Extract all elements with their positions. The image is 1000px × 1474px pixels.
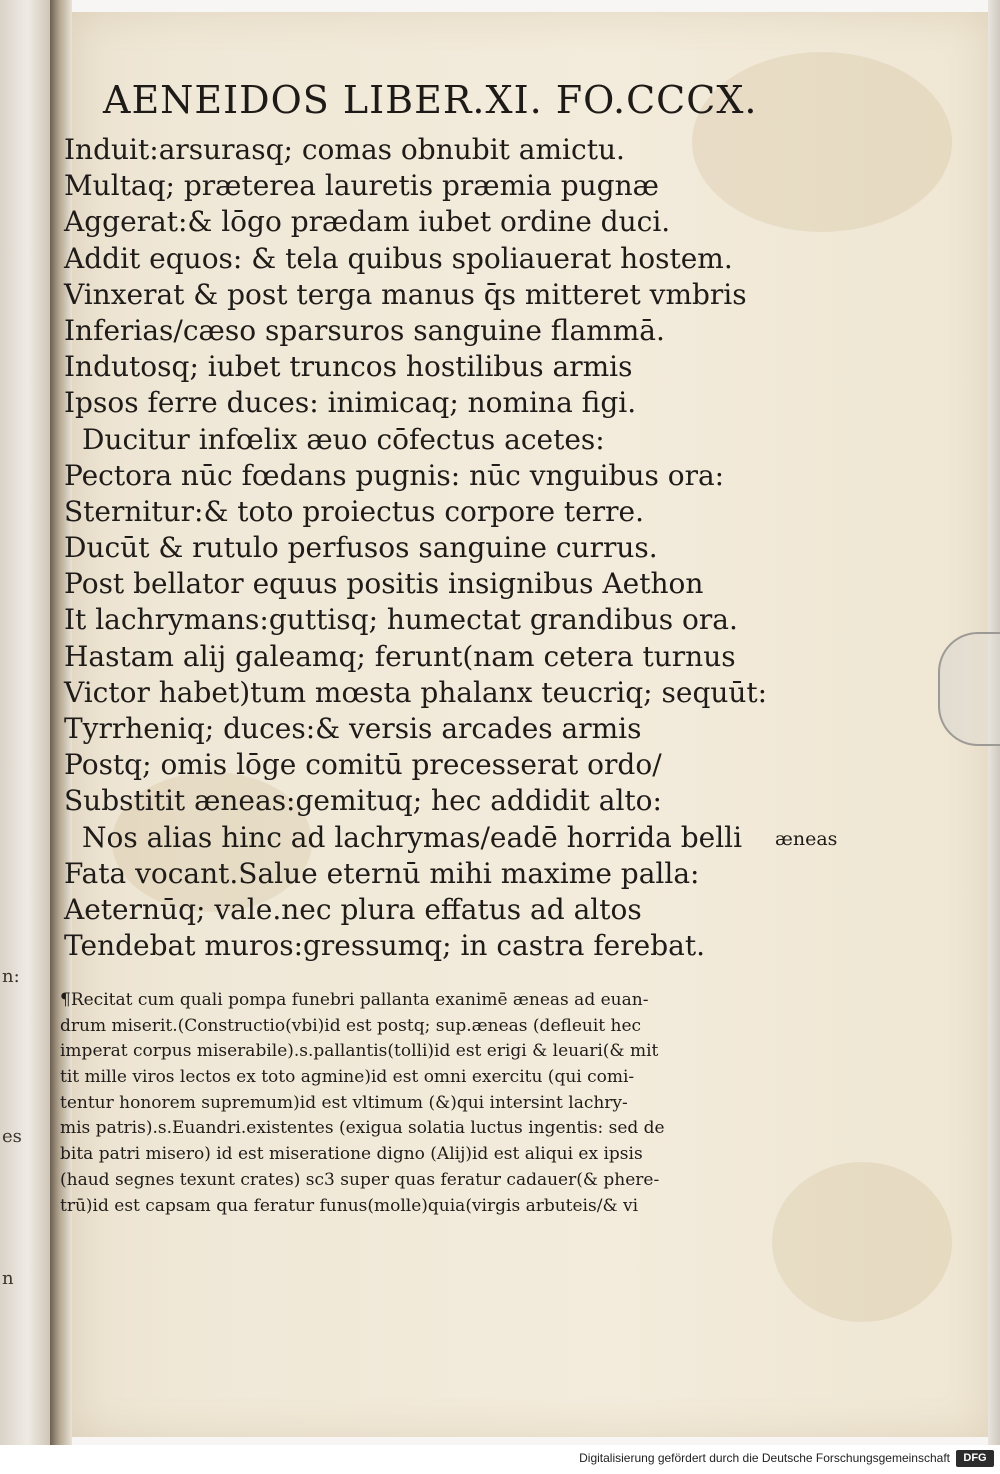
verse-line: Fata vocant.Salue eternū mihi maxime palla: [64,856,700,890]
verse-line: Sternitur:& toto proiectus corpore terre. [64,494,644,528]
commentary-block [60,988,772,1219]
commentary-line: ¶Recitat cum quali pompa funebri pallanta exanimē æneas ad euan- [60,990,649,1010]
verse-line: Victor habet)tum mœsta phalanx teucriq; sequūt: [64,675,768,709]
verse-line: Post bellator equus positis insignibus Aethon [64,567,704,601]
verse-line: Aggerat:& lōgo prædam iubet ordine duci. [64,205,671,239]
facing-page-fragment: es [2,1126,22,1147]
verse-line: Ducitur infœlix æuo cōfectus acetes: [82,422,605,456]
running-header: AENEIDOS LIBER.XI. FO.CCCX. [103,78,758,122]
commentary-line: drum miserit.(Constructio(vbi)id est postq; sup.æneas (defleuit hec [60,1015,642,1036]
commentary-line: imperat corpus miserabile).s.pallantis(tolli)id est erigi & leuari(& mit [60,1041,659,1062]
verse-block [64,132,768,964]
verse-line: Addit equos: & tela quibus spoliauerat hostem. [64,241,733,275]
verse-line: Postq; omis lōge comitū precesserat ordo/ [64,748,662,782]
commentary-line: tit mille viros lectos ex toto agmine)id est omni exercitu (qui comi- [60,1067,635,1088]
verse-line: Tyrrheniq; duces:& versis arcades armis [64,712,642,745]
verse-line: Multaq; præterea lauretis præmia pugnæ [64,169,659,203]
page-clip [938,632,1000,746]
facing-page-fragment: n: [2,966,20,987]
verse-line: Tendebat muros:gressumq; in castra ferebat. [64,929,705,963]
verse-line: Ipsos ferre duces: inimicaq; nomina figi. [64,386,637,420]
paper-stain [772,1162,952,1322]
commentary-line: (haud segnes texunt crates) sc3 super quas feratur cadauer(& phere- [60,1169,660,1190]
commentary-line: trū)id est capsam qua feratur funus(molle)quia(virgis arbuteis/& vi [60,1195,639,1216]
commentary-line: mis patris).s.Euandri.existentes (exigua solatia luctus ingentis: sed de [60,1118,665,1139]
verse-line: Substitit æneas:gemituq; hec addidit alto: [64,784,662,818]
commentary-line: tentur honorem supremum)id est vltimum (&)qui intersint lachry- [60,1092,628,1113]
digitization-footer [0,1445,1000,1474]
verse-line: Indutosq; iubet truncos hostilibus armis [64,350,633,384]
dfg-logo: DFG [956,1450,994,1467]
verse-line: Hastam alij galeamq; ferunt(nam cetera turnus [64,639,736,673]
previous-page-edge [0,0,50,1445]
verse-line: Vinxerat & post terga manus q̄s mitteret vmbris [64,277,747,311]
margin-note: æneas [775,828,838,850]
verse-line: Induit:arsurasq; comas obnubit amictu. [64,133,625,166]
commentary-line: bita patri misero) id est miseratione digno (Alij)id est aliqui ex ipsis [60,1144,643,1165]
verse-line: Inferias/cæso sparsuros sanguine flammā. [64,313,665,347]
verse-line: Pectora nūc fœdans pugnis: nūc vnguibus ora: [64,458,725,492]
verse-line: Nos alias hinc ad lachrymas/eadē horrida belli [82,820,743,854]
verse-line: Aeternūq; vale.nec plura effatus ad altos [64,892,642,926]
funding-credit: Digitalisierung gefördert durch die Deutsche Forschungsgemeinschaft [579,1451,950,1465]
verse-line: It lachrymans:guttisq; humectat grandibus ora. [64,603,738,637]
facing-page-fragment: n [2,1268,14,1289]
verse-line: Ducūt & rutulo perfusos sanguine currus. [64,531,658,565]
